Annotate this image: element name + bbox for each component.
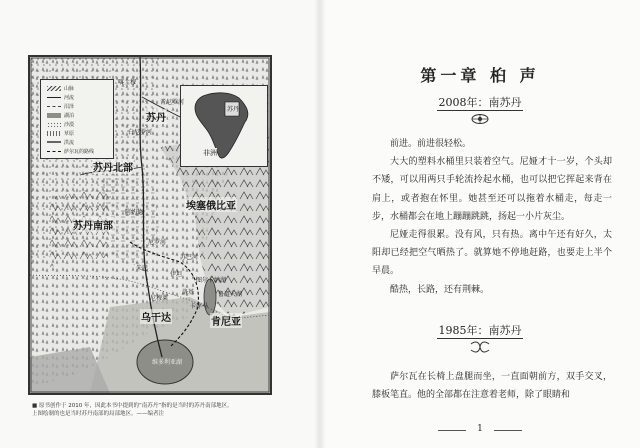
place-label: 图尔卡纳湖 (196, 277, 227, 284)
place-label: 青尼罗河 (160, 99, 185, 106)
place-label: 尼罗河 (148, 239, 167, 246)
inset-label-africa: 非洲 (203, 149, 217, 157)
desert-symbol-icon (47, 122, 61, 127)
legend-label: 洪流 (64, 139, 75, 146)
region-label-north-sudan: 苏丹北部 (92, 159, 134, 174)
section-heading-text: 2008年：南苏丹 (438, 96, 522, 109)
legend-label: 山脉 (64, 85, 75, 92)
grassland-symbol-icon (47, 131, 61, 136)
map-caption (32, 402, 282, 418)
legend-item (47, 129, 74, 137)
legend-item (47, 138, 74, 146)
place-label: 白尼罗河 (128, 129, 153, 136)
caption-line: 上图绘制的也是当时苏丹南部的局部地区。——编者注 (32, 411, 165, 417)
place-label: 伊坦 (170, 271, 183, 278)
legend-label: 沼泽 (64, 103, 75, 110)
region-label-sudan: 苏丹 (145, 109, 167, 124)
legend-label: 河流 (64, 94, 75, 101)
africa-inset-map (180, 85, 268, 167)
place-label: 卡库马 (190, 303, 209, 310)
place-label: 朱巴 (136, 265, 149, 272)
sudan-map (28, 55, 272, 395)
section-1985-body (372, 368, 612, 404)
paragraph: 大大的塑料水桶里只装着空气。尼娅才十一岁，个头却不矮，可以用两只手轮流拎起水桶，也可以把它挥起来背在肩上，或者抱在怀里。她甚至还可以拖着水桶走，每走一步，水桶都会在地上蹦蹦跳跳，扬起一小片灰尘。 (372, 157, 612, 222)
heading-underline (437, 110, 523, 111)
lake-symbol-icon (47, 113, 61, 118)
legend-label: 沙漠 (64, 121, 75, 128)
knot-ornament-icon (469, 341, 491, 353)
paragraph: 萨尔瓦在长椅上盘腿而坐，一直面朝前方，双手交叉，膝板笔直。他的全部都在注意着老师，除了眼睛和 (372, 372, 612, 401)
place-label: 喀土穆 (118, 79, 137, 86)
legend-item (47, 102, 74, 110)
section-heading-text: 1985年：南苏丹 (438, 324, 522, 337)
paragraph: 尼娅走得很累。没有风，只有热。离中午还有好久，太阳却已经把空气晒热了。就算她不停地赶路，也要走上半个早晨。 (372, 230, 612, 277)
heading-underline (437, 338, 523, 339)
paragraph: 酷热，长路，还有荆棘。 (390, 284, 490, 295)
section-2008-body (372, 135, 612, 299)
legend-label: 湖泊 (64, 112, 75, 119)
region-label-south-sudan: 苏丹南部 (72, 217, 114, 232)
river-symbol-icon (47, 97, 61, 98)
region-label-kenya: 肯尼亚 (210, 313, 242, 328)
section-heading-2008 (322, 94, 638, 111)
page-number: 1 (470, 424, 490, 434)
swamp-symbol-icon (47, 106, 61, 107)
section-heading-1985 (322, 322, 638, 339)
place-label: 洛基 (182, 289, 195, 296)
africa-silhouette-icon (181, 86, 265, 164)
legend-item (47, 84, 74, 92)
knot-ornament-icon (469, 113, 491, 125)
inset-label-sudan: 苏丹 (227, 106, 240, 113)
legend-item (47, 147, 94, 155)
region-label-ethiopia: 埃塞俄比亚 (185, 197, 237, 212)
legend-item (47, 120, 74, 128)
route-symbol-icon (47, 151, 61, 152)
legend-label: 草原 (64, 130, 75, 137)
region-label-uganda: 乌干达 (140, 309, 172, 324)
caption-line: ■ 原书创作于 2010 年，因此本书中提到的“南苏丹”指的是当时的苏丹南部地区。 (32, 403, 233, 409)
map-legend (40, 79, 114, 159)
torrent-symbol-icon (47, 141, 61, 143)
paragraph: 前进。前进很轻松。 (390, 139, 472, 149)
chapter-title: 第一章 桕 声 (420, 66, 540, 85)
place-label: 苏巴河 (180, 254, 199, 261)
legend-label: 萨尔瓦的路线 (64, 148, 95, 155)
mountain-symbol-icon (47, 86, 61, 91)
place-label: 阿约德 (125, 209, 144, 216)
place-label: 维多利亚湖 (152, 359, 183, 366)
place-label: 尼穆莱 (150, 295, 169, 302)
place-label: 鲁道夫湖 (218, 291, 243, 298)
legend-item (47, 93, 74, 101)
legend-item (47, 111, 74, 119)
